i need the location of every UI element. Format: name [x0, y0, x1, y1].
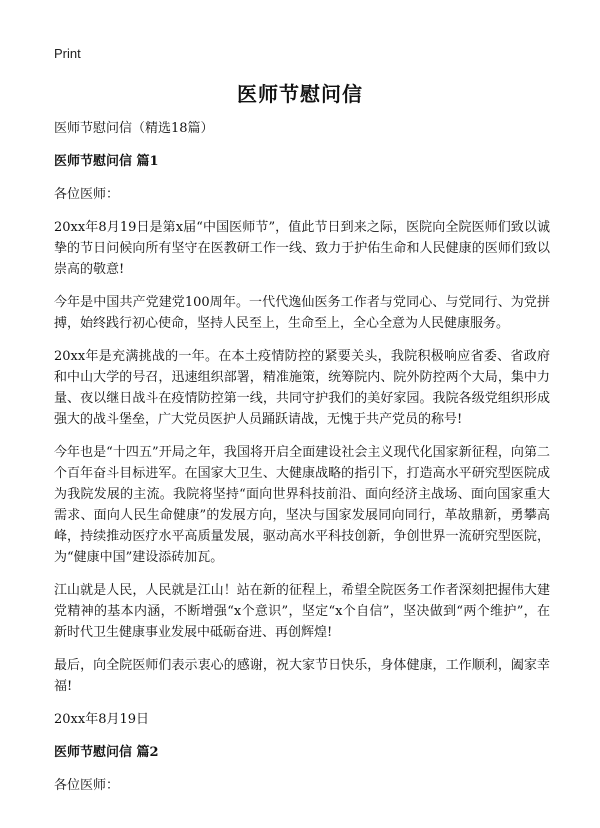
article-paragraph: 今年是中国共产党建党100周年。一代代逸仙医务工作者与党同心、与党同行、为党拼搏，始终践行初心使命，坚持人民至上，生命至上，全心全意为人民健康服务。 — [54, 295, 550, 331]
document-subtitle: 医师节慰问信（精选18篇） — [54, 121, 214, 136]
article-2 — [54, 742, 550, 796]
article-heading: 医师节慰问信 篇1 — [54, 154, 159, 169]
article-date: 20xx年8月19日 — [54, 712, 150, 727]
article-paragraph: 20xx年8月19日是第x届“中国医师节”，值此节日到来之际，医院向全院医师们致以诚挚的节日问候向所有坚守在医教研工作一线、致力于护佑生命和人民健康的医师们致以崇高的敬意! — [54, 220, 550, 277]
article-paragraph: 最后，向全院医师们表示衷心的感谢，祝大家节日快乐，身体健康，工作顺利，阖家幸福! — [54, 658, 550, 694]
article-paragraph: 今年也是“十四五”开局之年，我国将开启全面建设社会主义现代化国家新征程，向第二个百年奋斗目标进军。在国家大卫生、大健康战略的指引下，打造高水平研究型医院成为我院发展的主流。我院将坚持“面向世界科技前沿、面向经济主战场、面向国家重大需求、面向人民生命健康”的发展方向，坚决与国家发展同向同行，革故鼎新，勇攀高峰，持续推动医疗水平高质量发展，驱动高水平科技创新，争创世界一流研究型医院，为“健康中国”建设添砖加瓦。 — [54, 445, 550, 565]
article-paragraph: 江山就是人民，人民就是江山！站在新的征程上，希望全院医务工作者深刻把握伟大建党精神的基本内涵，不断增强“x个意识”，坚定“x个自信”，坚决做到“两个维护”，在新时代卫生健康事业发展中砥砺奋进、再创辉煌! — [54, 583, 550, 640]
article-greeting: 各位医师： — [54, 778, 120, 793]
print-link[interactable]: Print — [54, 46, 81, 61]
article-greeting: 各位医师： — [54, 187, 120, 202]
article-1 — [54, 151, 550, 730]
document-body — [54, 118, 550, 808]
article-paragraph: 20xx年是充满挑战的一年。在本土疫情防控的紧要关头，我院积极响应省委、省政府和中山大学的号召，迅速组织部署，精准施策，统筹院内、院外防控两个大局，集中力量、夜以继日战斗在疫情防控第一线，共同守护我们的美好家园。我院各级党组织形成强大的战斗堡垒，广大党员医护人员踊跃请战，无愧于共产党员的称号! — [54, 349, 550, 427]
page-title: 医师节慰问信 — [237, 82, 363, 106]
article-heading: 医师节慰问信 篇2 — [54, 745, 159, 760]
